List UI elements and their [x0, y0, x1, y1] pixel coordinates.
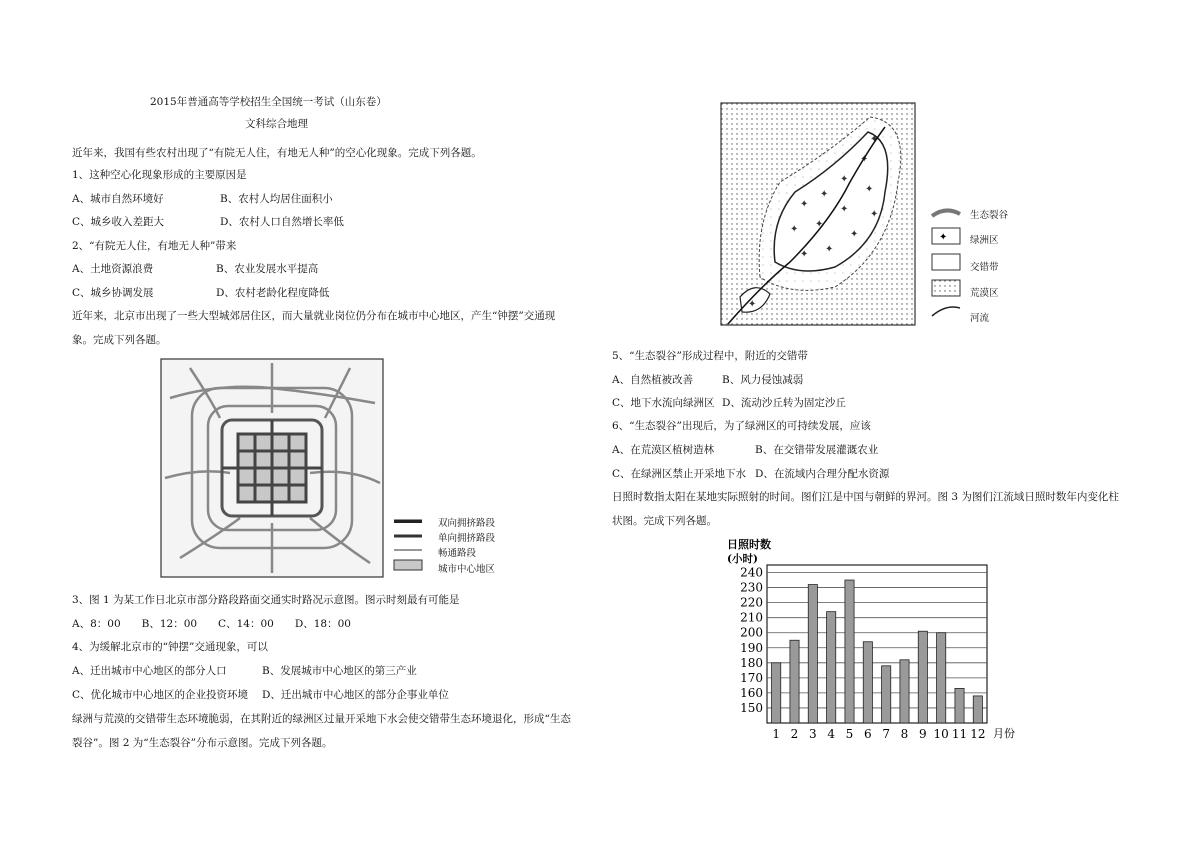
svg-text:✦: ✦ — [850, 229, 859, 240]
q1-option-d: D、农村人口自然增长率低 — [220, 216, 344, 228]
legend-ecological-rift: 生态裂谷 — [970, 210, 1009, 221]
intro-3-line1: 绿洲与荒漠的交错带生态环境脆弱，在其附近的绿洲区过量开采地下水会使交错带生态环境退化，形成“生态 — [72, 713, 571, 725]
bar-month-9 — [918, 631, 927, 723]
x-tick-label: 12 — [970, 727, 986, 741]
q4-option-a: A、迁出城市中心地区的部分人口 — [72, 665, 227, 677]
intro-4-line2: 状图。完成下列各题。 — [612, 515, 717, 527]
x-tick-label: 6 — [864, 727, 872, 741]
x-tick-label: 8 — [900, 727, 909, 741]
q4-option-b: B、发展城市中心地区的第三产业 — [262, 665, 417, 677]
chart-x-label: 月份 — [993, 727, 1015, 740]
svg-text:✦: ✦ — [815, 219, 824, 230]
q6-option-d: D、在流域内合理分配水资源 — [755, 468, 890, 480]
x-tick-label: 7 — [882, 727, 890, 741]
y-tick-label: 170 — [740, 670, 763, 685]
exam-subtitle: 文科综合地理 — [245, 118, 308, 130]
bar-month-1 — [772, 663, 781, 723]
svg-text:✦: ✦ — [790, 224, 799, 235]
question-5: 5、“生态裂谷”形成过程中，附近的交错带 — [612, 350, 808, 362]
y-tick-label: 210 — [740, 610, 763, 625]
y-tick-label: 190 — [740, 640, 763, 655]
intro-1: 近年来，我国有些农村出现了“有院无人住，有地无人种”的空心化现象。完成下列各题。 — [72, 147, 482, 159]
legend-two-way-congested: 双向拥挤路段 — [438, 518, 496, 529]
bar-month-5 — [845, 580, 854, 723]
q1-option-b: B、农村人均居住面积小 — [220, 193, 333, 205]
plot-area — [767, 565, 987, 723]
legend-one-way-congested: 单向拥挤路段 — [438, 533, 496, 544]
q5-option-a: A、自然植被改善 — [612, 374, 694, 386]
q5-option-d: D、流动沙丘转为固定沙丘 — [722, 397, 846, 409]
y-tick-label: 160 — [740, 685, 763, 700]
y-tick-label: 150 — [740, 700, 763, 715]
x-tick-label: 1 — [772, 727, 780, 741]
svg-text:✦: ✦ — [800, 249, 809, 260]
bar-month-12 — [973, 696, 982, 723]
beijing-map-legend-symbols — [392, 515, 426, 575]
chart-title: 日照时数 — [727, 538, 771, 551]
q1-option-c: C、城乡收入差距大 — [72, 216, 165, 228]
y-tick-label: 230 — [740, 580, 763, 595]
svg-text:✦: ✦ — [860, 154, 869, 165]
y-tick-label: 180 — [740, 655, 763, 670]
x-tick-label: 2 — [790, 727, 799, 741]
bar-month-10 — [937, 633, 946, 723]
svg-text:✦: ✦ — [825, 244, 834, 255]
x-tick-label: 3 — [809, 727, 817, 741]
x-tick-label: 11 — [951, 727, 968, 741]
bar-month-6 — [863, 642, 872, 723]
q6-option-c: C、在绿洲区禁止开采地下水 — [612, 468, 747, 480]
q4-option-d: D、迁出城市中心地区的部分企事业单位 — [262, 689, 449, 701]
rift-map-legend-symbols — [928, 204, 964, 324]
y-tick-label: 220 — [740, 595, 763, 610]
x-tick-label: 10 — [933, 727, 949, 741]
intro-2-line1: 近年来，北京市出现了一些大型城郊居住区，而大量就业岗位仍分布在城市中心地区，产生“钟摆”交通现 — [72, 310, 556, 322]
legend-river: 河流 — [970, 313, 990, 324]
q3-options: A、8：00 B、12：00 C、14：00 D、18：00 — [72, 618, 351, 630]
svg-text:✦: ✦ — [870, 209, 879, 220]
intro-2-line2: 象。完成下列各题。 — [72, 334, 167, 346]
q6-option-a: A、在荒漠区植树造林 — [612, 444, 715, 456]
q6-option-b: B、在交错带发展灌溉农业 — [755, 444, 879, 456]
q4-option-c: C、优化城市中心地区的企业投资环境 — [72, 689, 249, 701]
q2-option-d: D、农村老龄化程度降低 — [216, 287, 330, 299]
legend-city-center: 城市中心地区 — [438, 564, 496, 575]
y-tick-label: 240 — [740, 565, 763, 580]
sunshine-hours-chart — [725, 535, 1025, 745]
bar-month-2 — [790, 640, 799, 723]
svg-text:✦: ✦ — [820, 189, 829, 200]
y-tick-label: 200 — [740, 625, 763, 640]
bar-month-11 — [955, 688, 964, 723]
bar-month-3 — [808, 585, 817, 723]
q1-option-a: A、城市自然环境好 — [72, 193, 164, 205]
exam-title: 2015年普通高等学校招生全国统一考试（山东卷） — [150, 96, 387, 108]
q5-option-c: C、地下水流向绿洲区 — [612, 397, 715, 409]
legend-smooth-road: 畅通路段 — [438, 548, 477, 559]
intro-4-line1: 日照时数指太阳在某地实际照射的时间。图们江是中国与朝鲜的界河。图 3 为图们江流域日照时数年内变化柱 — [612, 491, 1119, 503]
question-2: 2、“有院无人住，有地无人种”带来 — [72, 240, 237, 252]
intro-3-line2: 裂谷”。图 2 为“生态裂谷”分布示意图。完成下列各题。 — [72, 737, 333, 749]
svg-text:✦: ✦ — [870, 134, 879, 145]
svg-text:✦: ✦ — [800, 199, 809, 210]
svg-text:✦: ✦ — [840, 174, 849, 185]
question-3: 3、图 1 为某工作日北京市部分路段路面交通实时路况示意图。图示时刻最有可能是 — [72, 594, 460, 606]
beijing-traffic-map — [160, 358, 384, 578]
svg-text:✦: ✦ — [748, 299, 757, 310]
x-tick-label: 5 — [845, 727, 854, 741]
q2-option-c: C、城乡协调发展 — [72, 287, 154, 299]
q5-option-b: B、风力侵蚀减弱 — [722, 374, 804, 386]
ecological-rift-map — [720, 102, 916, 326]
legend-oasis: 绿洲区 — [970, 235, 999, 246]
bar-month-4 — [827, 612, 836, 723]
bar-month-8 — [900, 660, 909, 723]
question-1: 1、这种空心化现象形成的主要原因是 — [72, 169, 247, 181]
x-tick-label: 4 — [827, 727, 835, 741]
svg-text:✦: ✦ — [840, 204, 849, 215]
question-6: 6、“生态裂谷”出现后，为了绿洲区的可持续发展，应该 — [612, 420, 871, 432]
q2-option-b: B、农业发展水平提高 — [216, 263, 319, 275]
bar-month-7 — [882, 666, 891, 723]
question-4: 4、为缓解北京市的“钟摆”交通现象，可以 — [72, 641, 268, 653]
svg-text:✦: ✦ — [865, 184, 874, 195]
legend-desert: 荒漠区 — [970, 288, 999, 299]
q2-option-a: A、土地资源浪费 — [72, 263, 154, 275]
legend-transition-zone: 交错带 — [970, 262, 999, 273]
x-tick-label: 9 — [919, 727, 927, 741]
svg-text:✦: ✦ — [939, 232, 948, 243]
chart-y-label: (小时) — [727, 553, 758, 565]
